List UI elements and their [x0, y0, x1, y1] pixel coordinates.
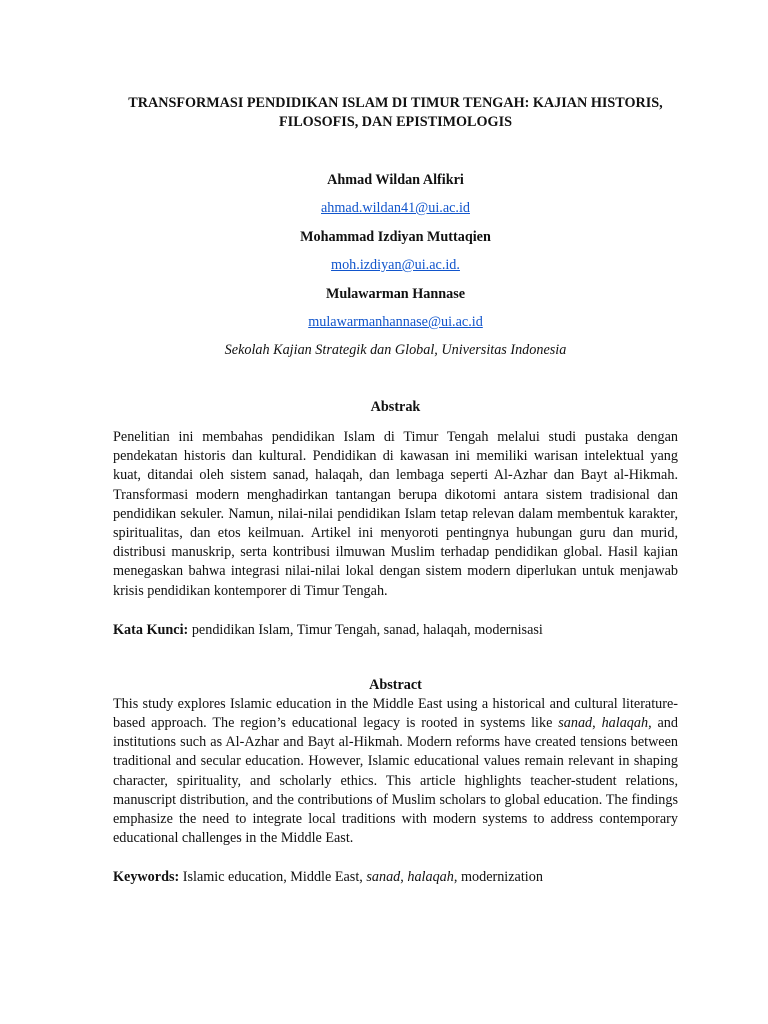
abstract-heading: Abstract — [369, 676, 422, 693]
author-block — [113, 171, 678, 360]
author-name-2: Mohammad Izdiyan Muttaqien — [300, 229, 491, 245]
abstract-text — [113, 695, 678, 849]
kata-kunci-values: pendidikan Islam, Timur Tengah, sanad, halaqah, modernisasi — [191, 621, 543, 638]
author-email-link-1[interactable]: ahmad.wildan41@ui.ac.id — [321, 200, 470, 216]
author-email-link-3[interactable]: mulawarmanhannase@ui.ac.id — [308, 314, 483, 330]
keywords-label: Keywords: — [113, 869, 180, 886]
keywords-part-1: Islamic education, Middle East, — [179, 869, 367, 886]
kata-kunci-line — [113, 621, 678, 640]
paper-title: TRANSFORMASI PENDIDIKAN ISLAM DI TIMUR TENGAH: KAJIAN HISTORIS, FILOSOFIS, DAN EPISTIMOLOGIS — [128, 95, 663, 130]
author-email-link-2[interactable]: moh.izdiyan@ui.ac.id. — [331, 257, 460, 273]
abstract-term-halaqah: halaqah — [601, 715, 649, 732]
keywords-part-3: , modernization — [453, 869, 543, 886]
author-email-3 — [113, 313, 678, 332]
abstract-text-part-3: , and institutions such as Al-Azhar and Bayt al-Hikmah. Modern reforms have created tensions between traditional and secular education. However, Islamic educational values remain relevant in shaping character, spirituality, and scholarly ethics. This article highlights teacher-student relations, manuscript distribution, and the contributions of Muslim scholars to global education. The findings emphasize the need to integrate local traditions with modern systems to address contemporary educational challenges in the Middle East. — [113, 715, 678, 847]
keywords-part-2: , — [400, 869, 408, 886]
affiliation: Sekolah Kajian Strategik dan Global, Universitas Indonesia — [224, 342, 567, 358]
author-email-1 — [113, 199, 678, 218]
kata-kunci-label: Kata Kunci: — [113, 621, 189, 638]
abstrak-heading: Abstrak — [370, 399, 421, 415]
paper-page — [113, 94, 678, 887]
author-email-2 — [113, 256, 678, 275]
keywords-line — [113, 868, 678, 887]
abstrak-text: Penelitian ini membahas pendidikan Islam di Timur Tengah melalui studi pustaka dengan pendekatan historis dan kultural. Pendidikan di kawasan ini memiliki warisan intelektual yang kuat, ditandai oleh sistem sanad, halaqah, dan lembaga seperti Al-Azhar dan Bayt al-Hikmah. Transformasi modern menghadirkan tantangan berupa dikotomi antara sistem tradisional dan pendidikan sekuler. Namun, nilai-nilai pendidikan Islam tetap relevan dalam membentuk karakter, spiritualitas, dan etos keilmuan. Artikel ini menyoroti pentingnya hubungan guru dan murid, distribusi manuskrip, serta kontribusi ilmuwan Muslim terhadap pendidikan global. Hasil kajian menegaskan bahwa integrasi nilai-nilai lokal dengan sistem modern diperlukan untuk menjawab krisis pendidikan kontemporer di Timur Tengah. — [113, 429, 678, 599]
abstract-text-part-2: , — [592, 715, 602, 732]
author-name-1: Ahmad Wildan Alfikri — [327, 172, 464, 188]
abstract-term-sanad: sanad — [558, 715, 593, 732]
keywords-term-halaqah: halaqah — [407, 869, 454, 886]
keywords-term-sanad: sanad — [366, 869, 401, 886]
author-name-3: Mulawarman Hannase — [325, 286, 466, 302]
abstract-text-part-1: This study explores Islamic education in the Middle East using a historical and cultural literature-based approach. The region’s educational legacy is rooted in systems like — [113, 695, 678, 732]
